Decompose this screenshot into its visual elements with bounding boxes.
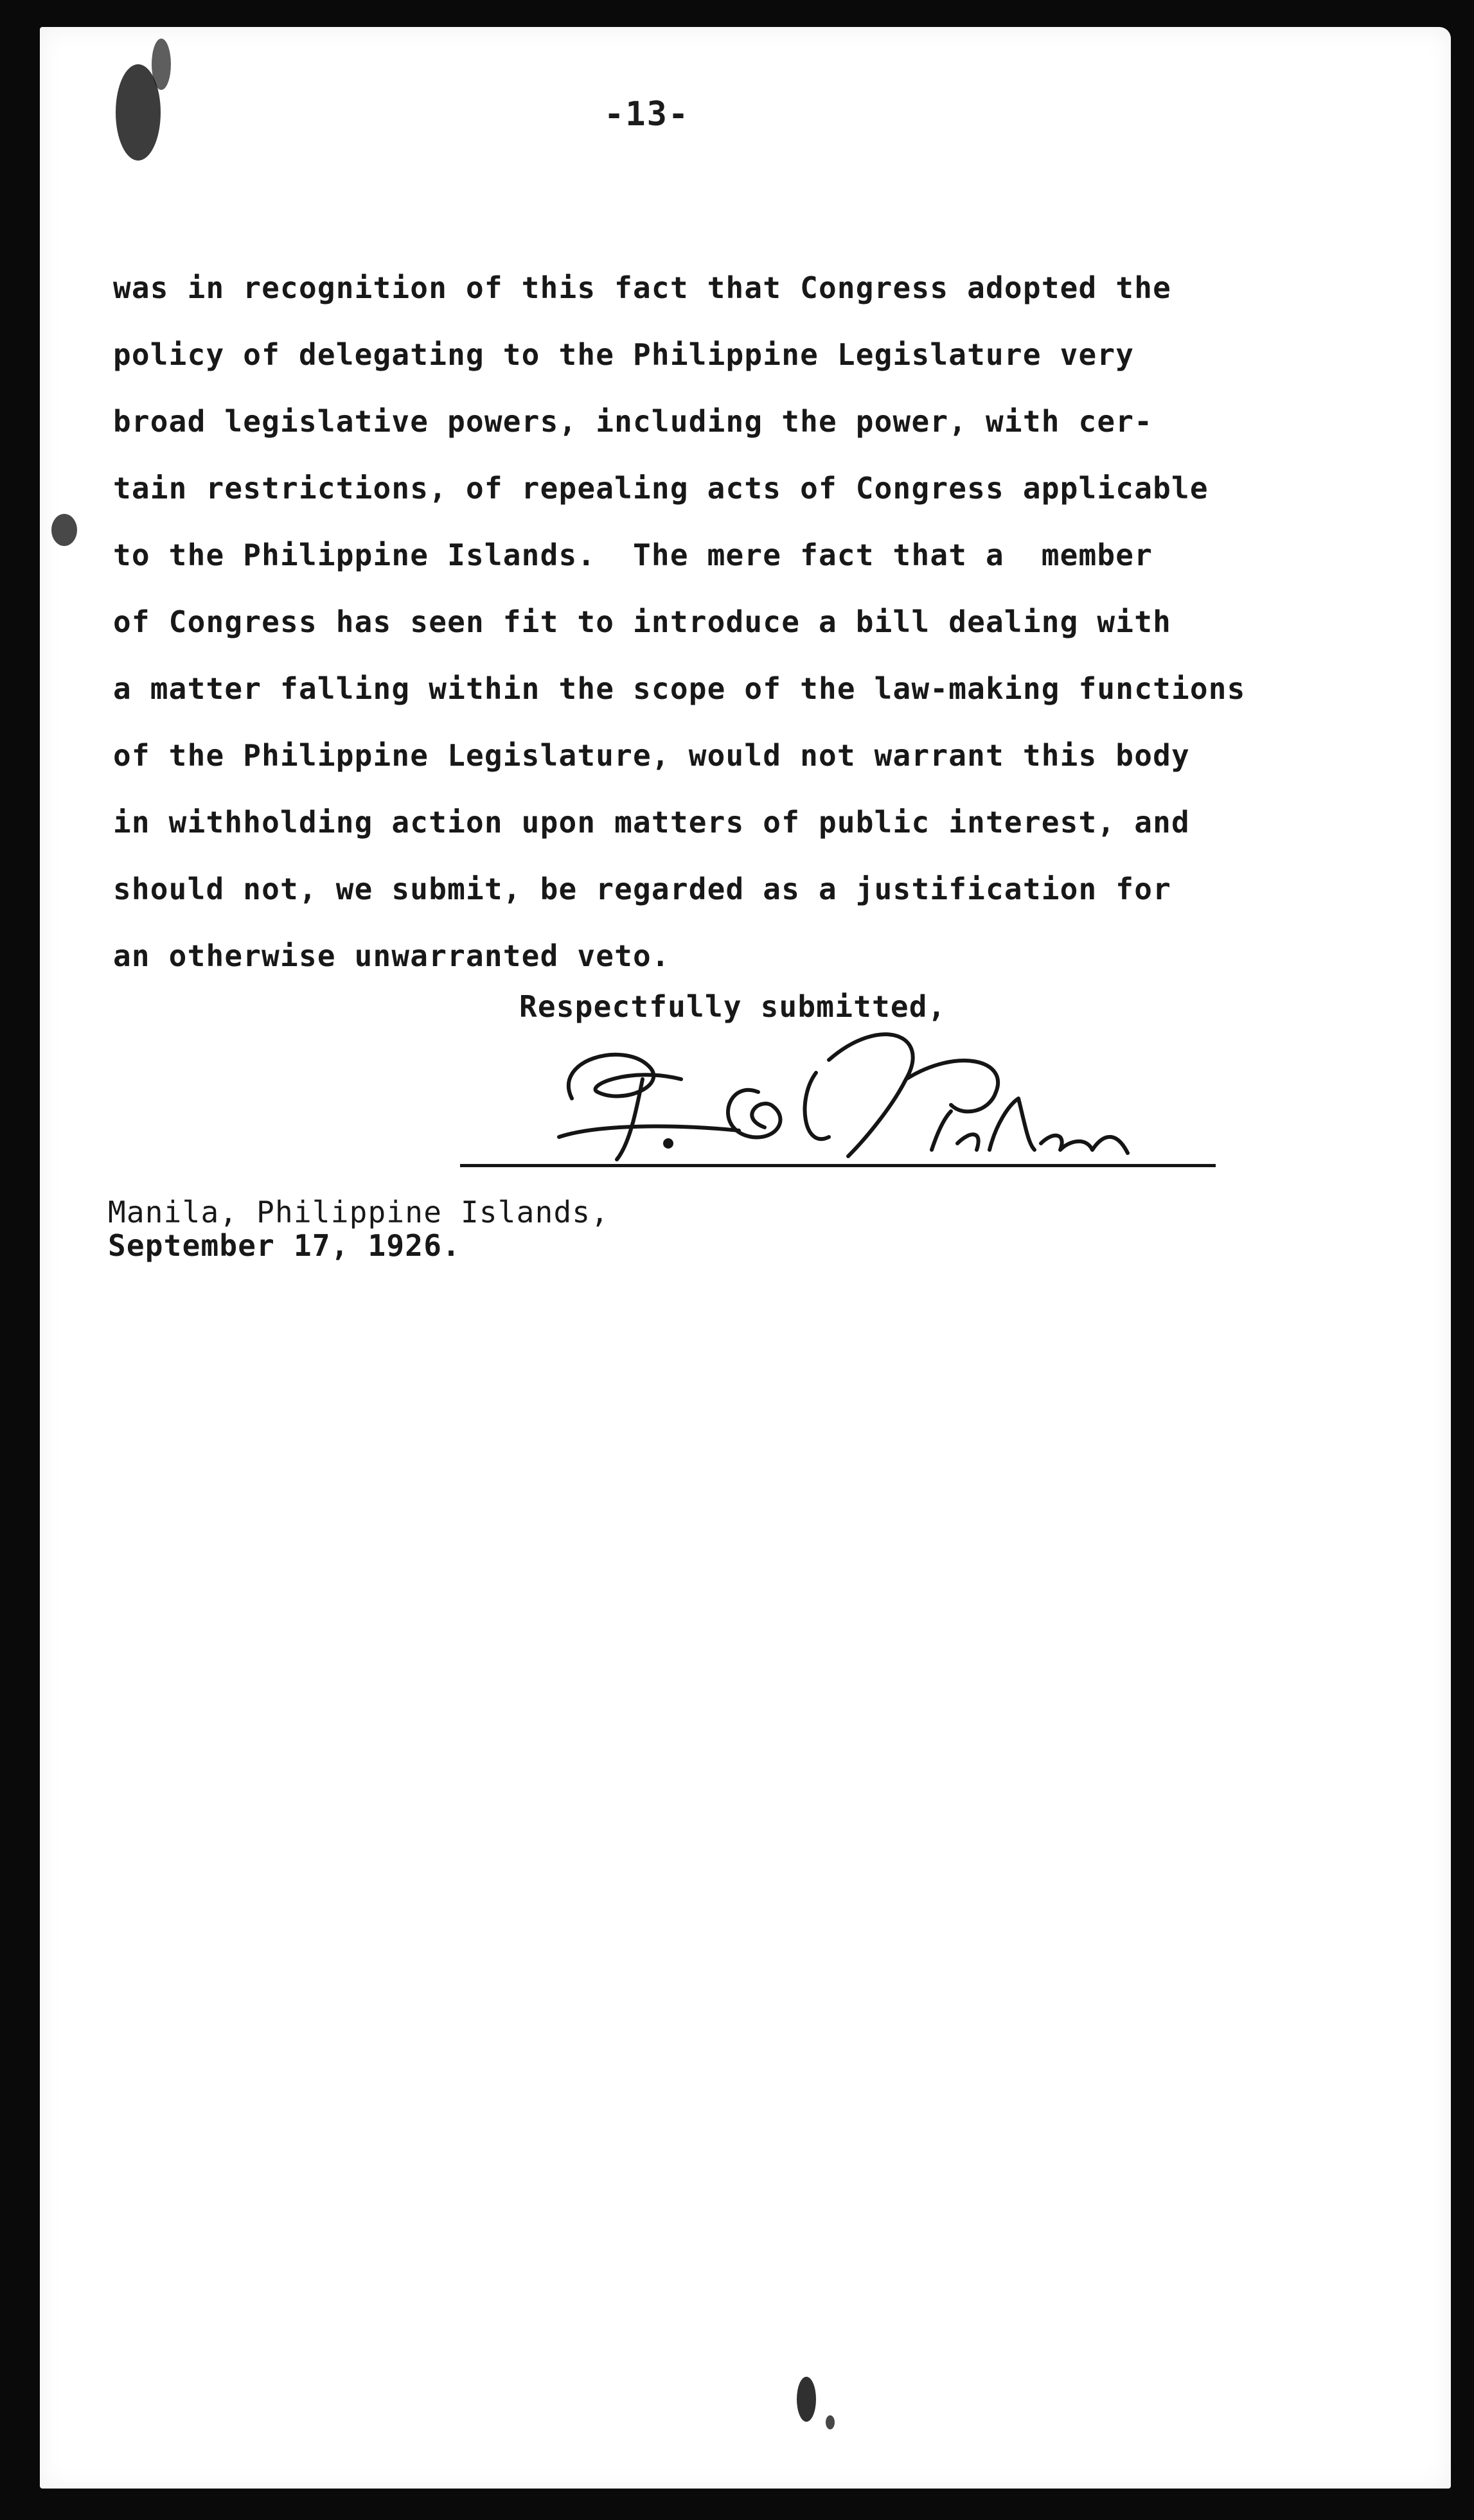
ink-blot [152, 39, 171, 90]
body-line: broad legislative powers, including the power, with cer- [113, 404, 1153, 439]
body-paragraph [113, 254, 1321, 989]
body-line: tain restrictions, of repealing acts of Congress applicable [113, 471, 1209, 506]
ink-blot [51, 514, 77, 546]
body-line: policy of delegating to the Philippine Legislature very [113, 337, 1135, 372]
body-line: was in recognition of this fact that Congress adopted the [113, 270, 1171, 305]
body-line: of Congress has seen fit to introduce a bill dealing with [113, 604, 1171, 639]
body-line: a matter falling within the scope of the law-making functions [113, 671, 1246, 706]
body-line: should not, we submit, be regarded as a justification for [113, 872, 1171, 906]
closing-salutation: Respectfully submitted, [519, 989, 946, 1024]
body-line: to the Philippine Islands. The mere fact that a member [113, 538, 1153, 572]
page-number: -13- [604, 95, 690, 134]
handwritten-signature [546, 1021, 1137, 1176]
body-line: an otherwise unwarranted veto. [113, 938, 670, 973]
ink-blot [797, 2377, 816, 2422]
date-of-signing: September 17, 1926. [108, 1228, 461, 1263]
body-line: in withholding action upon matters of public interest, and [113, 805, 1190, 840]
place-of-signing: Manila, Philippine Islands, [108, 1195, 610, 1229]
signature-line [460, 1164, 1216, 1167]
body-line: of the Philippine Legislature, would not warrant this body [113, 738, 1190, 773]
ink-blot [826, 2415, 835, 2429]
